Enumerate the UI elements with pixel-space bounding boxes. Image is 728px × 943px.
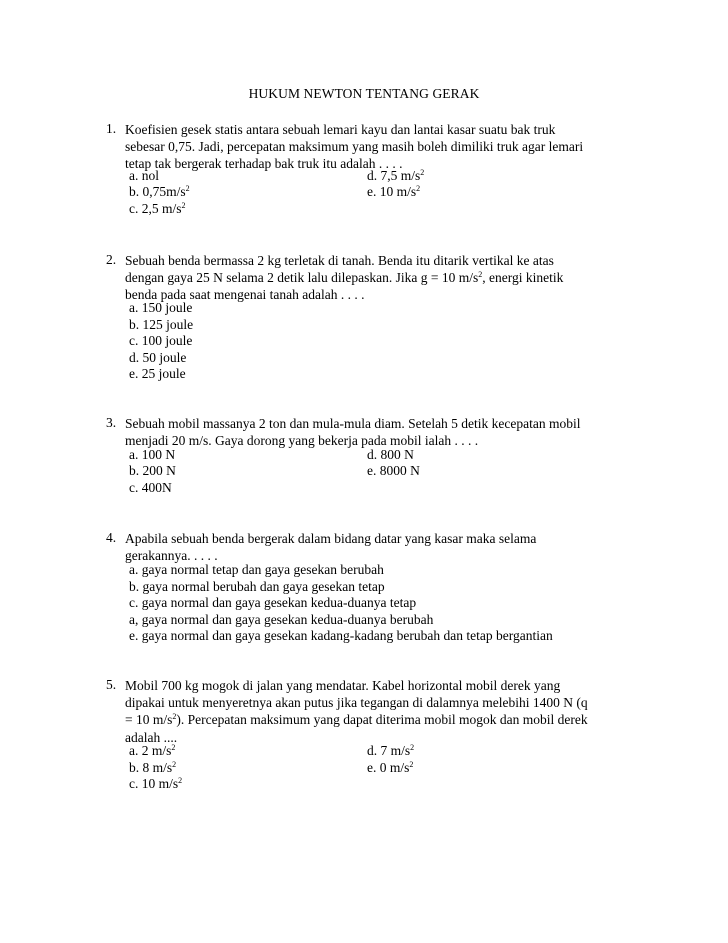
superscript-2: 2 [185, 184, 190, 193]
option-e: e. gaya normal dan gaya gesekan kadang-kadang berubah dan tetap bergantian [129, 628, 553, 643]
question-line: Apabila sebuah benda bergerak dalam bidang datar yang kasar maka selama [125, 531, 537, 546]
question-line: Sebuah benda bermassa 2 kg terletak di tanah. Benda itu ditarik vertikal ke atas [125, 253, 554, 268]
question-text [125, 415, 622, 449]
option-e: e. 0 $m/s^2$ [367, 760, 414, 775]
question-line: = 10 $m/s^2$). Percepatan maksimum yang dapat diterima mobil mogok dan mobil derek [125, 712, 588, 728]
superscript-2: 2 [420, 168, 425, 177]
option-c: c. gaya normal dan gaya gesekan kedua-duanya tetap [129, 595, 417, 610]
option-b: b. gaya normal berubah dan gaya gesekan tetap [129, 579, 385, 594]
option-b: b. 200 N [129, 463, 176, 478]
option-e: e. 25 joule [129, 366, 186, 381]
option-d: d. 800 N [367, 447, 414, 462]
question-line: gerakannya. . . . . [125, 548, 218, 564]
option-c: c. 2,5 $m/s^2$ [129, 201, 186, 216]
option-a: a. gaya normal tetap dan gaya gesekan berubah [129, 562, 384, 577]
option-d: d. 50 joule [129, 350, 187, 365]
option-b: b. 125 joule [129, 317, 194, 332]
superscript-2: 2 [172, 760, 177, 769]
superscript-2: 2 [178, 776, 183, 785]
question-line: adalah .... [125, 729, 178, 745]
option-d: a, gaya normal dan gaya gesekan kedua-duanya berubah [129, 612, 434, 627]
superscript-2: 2 [478, 270, 483, 280]
question-line: Koefisien gesek statis antara sebuah lemari kayu dan lantai kasar suatu bak truk [125, 122, 556, 137]
option-e: e. 8000 N [367, 463, 420, 478]
question-line: Mobil 700 kg mogok di jalan yang mendatar. Kabel horizontal mobil derek yang [125, 678, 561, 693]
question-line: menjadi 20 m/s. Gaya dorong yang bekerja pada mobil ialah . . . . [125, 433, 479, 449]
question-text [125, 677, 622, 746]
question-text [125, 121, 622, 173]
superscript-2: 2 [171, 743, 176, 752]
option-c: c. 400N [129, 480, 172, 495]
question-number: 1. [106, 121, 117, 136]
superscript-2: 2 [416, 184, 421, 193]
question-line: tetap tak bergerak terhadap bak truk itu adalah . . . . [125, 156, 403, 172]
option-b: b. 8 $m/s^2$ [129, 760, 177, 775]
option-a: a. 150 joule [129, 300, 193, 315]
question-line: dengan gaya 25 N selama 2 detik lalu dilepaskan. Jika g = 10 $m/s^2$, energi kinetik [125, 270, 564, 286]
question-line: dipakai untuk menyeretnya akan putus jika tegangan di dalamnya melebihi 1400 N (q [125, 695, 588, 711]
question-number: 2. [106, 252, 117, 267]
option-e: e. 10 $m/s^2$ [367, 184, 421, 199]
option-d: d. 7,5 $m/s^2$ [367, 168, 425, 183]
question-number: 4. [106, 530, 117, 545]
question-number: 5. [106, 677, 117, 692]
option-d: d. 7 $m/s^2$ [367, 743, 415, 758]
option-a: a. 2 $m/s^2$ [129, 743, 176, 758]
option-a: a. nol [129, 168, 159, 183]
option-c: c. 10 $m/s^2$ [129, 776, 183, 791]
superscript-2: 2 [410, 743, 415, 752]
question-line: Sebuah mobil massanya 2 ton dan mula-mula diam. Setelah 5 detik kecepatan mobil [125, 416, 581, 431]
question-text [125, 530, 622, 564]
page-title: HUKUM NEWTON TENTANG GERAK [248, 86, 480, 101]
superscript-2: 2 [172, 712, 177, 722]
question-line: sebesar 0,75. Jadi, percepatan maksimum yang masih boleh dimiliki truk agar lemari [125, 139, 584, 155]
option-a: a. 100 N [129, 447, 176, 462]
superscript-2: 2 [181, 201, 186, 210]
superscript-2: 2 [409, 760, 414, 769]
question-number: 3. [106, 415, 117, 430]
question-line: benda pada saat mengenai tanah adalah . . . . [125, 287, 365, 303]
option-c: c. 100 joule [129, 333, 193, 348]
question-text [125, 252, 622, 304]
option-b: b. $0,75m/s^2$ [129, 184, 190, 199]
